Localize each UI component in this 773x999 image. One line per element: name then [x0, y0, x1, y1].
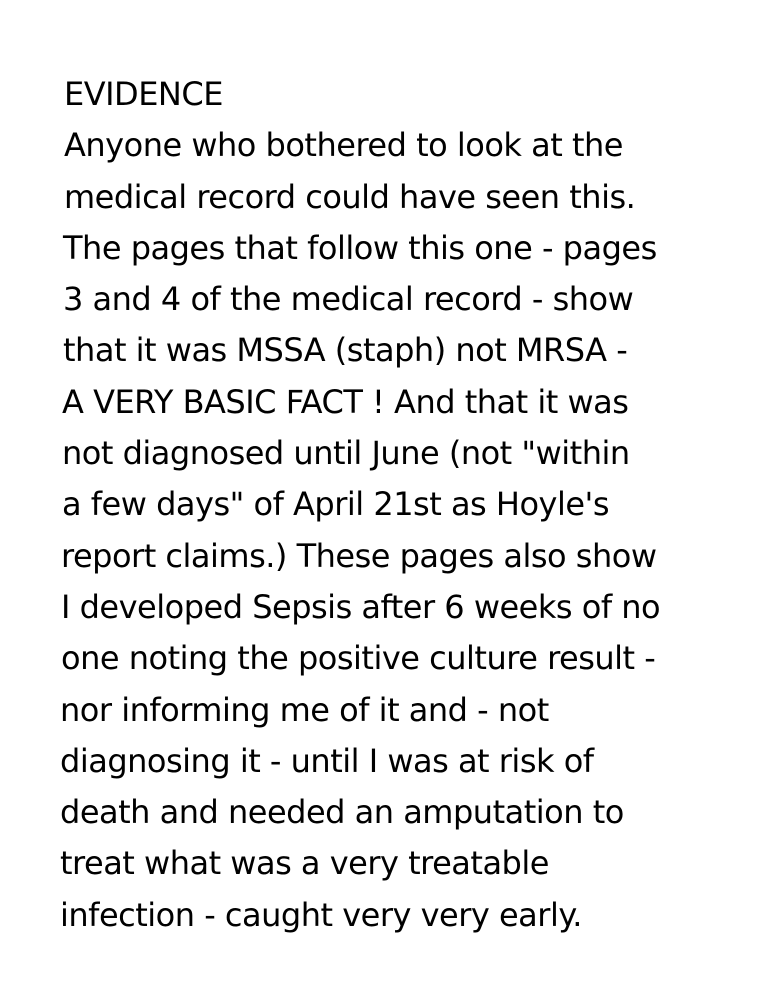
text-line: A VERY BASIC FACT ! And that it was	[62, 382, 629, 421]
text-line: I developed Sepsis after 6 weeks of no	[61, 587, 661, 626]
text-line: a few days" of April 21st as Hoyle's	[62, 485, 610, 524]
evidence-text-block	[60, 69, 760, 941]
text-line: medical record could have seen this.	[64, 177, 636, 216]
text-line: one noting the positive culture result -	[61, 639, 656, 678]
text-line: nor informing me of it and - not	[60, 690, 549, 729]
text-line: that it was MSSA (staph) not MRSA -	[63, 331, 628, 370]
text-line: The pages that follow this one - pages	[63, 228, 657, 267]
text-line: 3 and 4 of the medical record - show	[63, 280, 634, 319]
text-line: death and needed an amputation to	[60, 793, 624, 832]
text-line: report claims.) These pages also show	[61, 536, 657, 575]
text-line: treat what was a very treatable	[60, 844, 549, 883]
text-line: not diagnosed until June (not "within	[62, 434, 630, 473]
text-line: Anyone who bothered to look at the	[64, 126, 623, 165]
evidence-heading: EVIDENCE	[64, 75, 223, 113]
text-line: diagnosing it - until I was at risk of	[60, 741, 594, 780]
text-line: infection - caught very very early.	[60, 895, 582, 934]
